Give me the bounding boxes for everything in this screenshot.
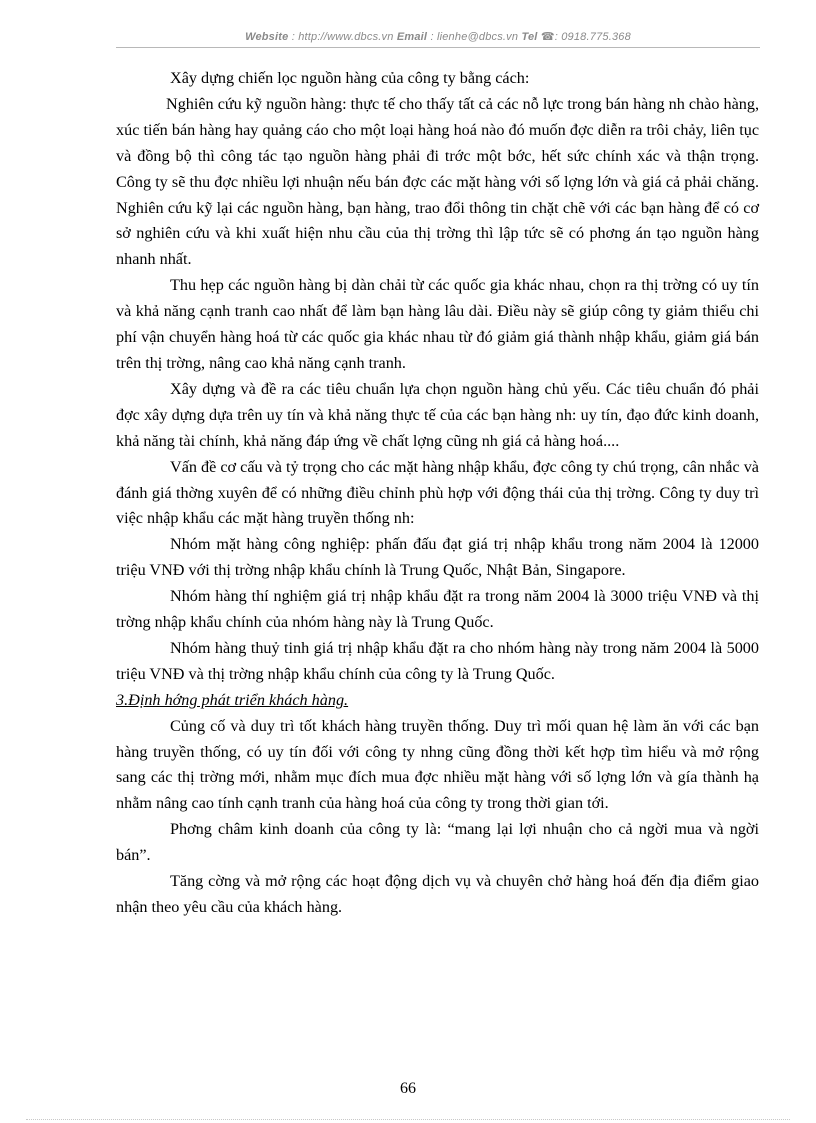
tel-value: : 0918.775.368 — [554, 31, 631, 43]
paragraph: Xây dựng chiến lọc nguồn hàng của công ty bằng cách: — [170, 69, 530, 87]
paragraph: Nhóm mặt hàng công nghiệp: phấn đấu đạt giá trị nhập khẩu trong năm 2004 là 12000 triệu VNĐ với thị trờng nhập khẩu chính là Trung Quốc, Nhật Bản, Singapore. — [116, 535, 759, 580]
website-value: : http://www.dbcs.vn — [291, 31, 394, 43]
telephone-icon: ☎ — [540, 31, 555, 43]
paragraph: Thu hẹp các nguồn hàng bị dàn chải từ các quốc gia khác nhau, chọn ra thị trờng có uy tín và khả năng cạnh tranh cao nhất để làm bạn hàng lâu dài. Điều này sẽ giúp công ty giảm thiểu chi phí vận chuyển hàng hoá từ các quốc gia khác nhau từ đó giảm giá thành nhập khẩu, giảm giá bán trên thị trờng, nâng cao khả năng cạnh tranh. — [116, 276, 759, 372]
paragraph: Củng cố và duy trì tốt khách hàng truyền thống. Duy trì mối quan hệ làm ăn với các bạn hàng truyền thống, có uy tín đối với công ty nhng cũng đồng thời kết hợp tìm hiểu và mở rộng sang các thị trờng mới, nhằm mục đích mua đợc nhiều mặt hàng với số lợng lớn và gía thành hạ nhằm nâng cao tính cạnh tranh của hàng hoá của công ty trong thời gian tới. — [116, 716, 759, 813]
section-heading: 3.Định hớng phát triển khách hàng. — [116, 690, 349, 709]
paragraph: Xây dựng và đề ra các tiêu chuẩn lựa chọn nguồn hàng chủ yếu. Các tiêu chuẩn đó phải đợc xây dựng dựa trên uy tín và khả năng thực tế của các bạn hàng nh: uy tín, đạo đức kinh doanh, khả năng tài chính, khả năng đáp ứng về chất lợng cũng nh giá cả hàng hoá.... — [116, 379, 759, 450]
tel-label: Tel — [521, 31, 538, 43]
page-header — [116, 30, 760, 43]
paragraph: Vấn đề cơ cấu và tỷ trọng cho các mặt hàng nhập khẩu, đợc công ty chú trọng, cân nhắc và đánh giá thờng xuyên để có những điều chỉnh phù hợp với động thái của thị trờng. Công ty duy trì việc nhập khẩu các mặt hàng truyền thống nh: — [116, 457, 759, 528]
footer-divider — [26, 1119, 790, 1120]
email-label: Email — [396, 31, 428, 43]
email-value: : lienhe@dbcs.vn — [430, 31, 519, 43]
paragraph: Nhóm hàng thí nghiệm giá trị nhập khẩu đặt ra trong năm 2004 là 3000 triệu VNĐ và thị trờng nhập khẩu chính của nhóm hàng này là Trung Quốc. — [116, 587, 759, 632]
header-divider — [116, 47, 760, 48]
paragraph: Nhóm hàng thuỷ tinh giá trị nhập khẩu đặt ra cho nhóm hàng này trong năm 2004 là 5000 triệu VNĐ và thị trờng nhập khẩu chính của công ty là Trung Quốc. — [116, 638, 759, 683]
page-number: 66 — [400, 1080, 416, 1097]
paragraph: Tăng cờng và mở rộng các hoạt động dịch vụ và chuyên chở hàng hoá đến địa điểm giao nhận theo yêu cầu của khách hàng. — [116, 872, 759, 916]
paragraph: Nghiên cứu kỹ nguồn hàng: thực tế cho thấy tất cả các nỗ lực trong bán hàng nh chào hàng, xúc tiến bán hàng hay quảng cáo cho một loại hàng hoá nào đó muốn đợc diễn ra trôi chảy, liên tục và đồng bộ thì công tác tạo nguồn hàng phải đi trớc một bớc, hết sức chính xác và thận trọng. Công ty sẽ thu đợc nhiều lợi nhuận nếu bán đợc các mặt hàng với số lợng lớn và giá cả phải chăng. Nghiên cứu kỹ lại các nguồn hàng, bạn hàng, trao đổi thông tin chặt chẽ với các bạn hàng để có cơ sở nghiên cứu và khi xuất hiện nhu cầu của thị trờng thì lập tức sẽ có phơng án tạo nguồn hàng nhanh nhất. — [116, 94, 759, 269]
document-body — [116, 66, 759, 921]
website-label: Website — [245, 31, 289, 43]
paragraph: Phơng châm kinh doanh của công ty là: “mang lại lợi nhuận cho cả ngời mua và ngời bán”. — [116, 820, 759, 865]
